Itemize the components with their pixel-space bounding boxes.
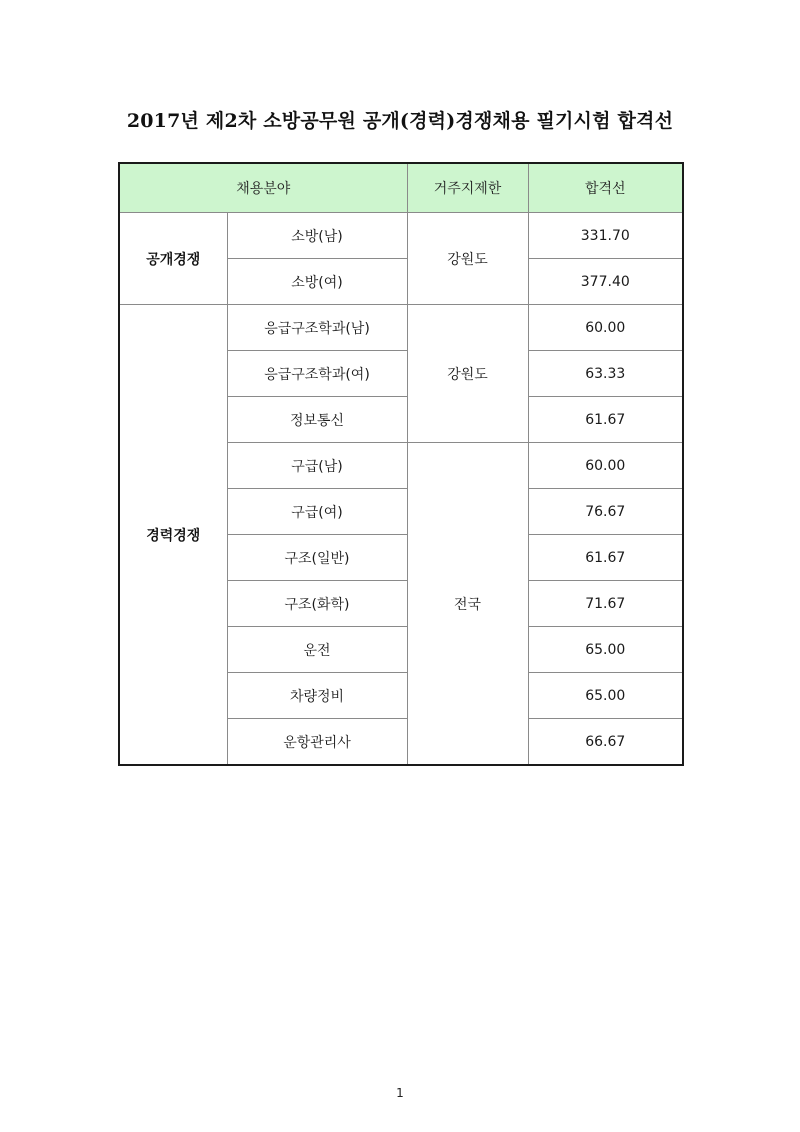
cutoff-cell: 61.67 [528,397,683,443]
field-cell: 구조(일반) [227,535,407,581]
region-cell: 강원도 [407,213,528,305]
cutoff-cell: 71.67 [528,581,683,627]
field-cell: 운전 [227,627,407,673]
header-field: 채용분야 [119,163,407,213]
cutoff-cell: 65.00 [528,627,683,673]
header-cutoff: 합격선 [528,163,683,213]
cutoff-table [118,162,684,766]
group-label-career: 경력경쟁 [119,305,227,766]
cutoff-cell: 331.70 [528,213,683,259]
group-label-public: 공개경쟁 [119,213,227,305]
field-cell: 응급구조학과(남) [227,305,407,351]
page-number: 1 [396,1086,404,1100]
field-cell: 차량정비 [227,673,407,719]
table-row [119,213,683,259]
field-cell: 구급(여) [227,489,407,535]
page-title: 2017년 제2차 소방공무원 공개(경력)경쟁채용 필기시험 합격선 [126,110,674,132]
field-cell: 응급구조학과(여) [227,351,407,397]
field-cell: 운항관리사 [227,719,407,766]
header-residence: 거주지제한 [407,163,528,213]
cutoff-cell: 66.67 [528,719,683,766]
table-header-row [119,163,683,213]
cutoff-cell: 63.33 [528,351,683,397]
field-cell: 소방(남) [227,213,407,259]
table-row [119,305,683,351]
field-cell: 정보통신 [227,397,407,443]
cutoff-cell: 65.00 [528,673,683,719]
field-cell: 소방(여) [227,259,407,305]
field-cell: 구조(화학) [227,581,407,627]
region-cell: 강원도 [407,305,528,443]
region-cell: 전국 [407,443,528,766]
cutoff-cell: 76.67 [528,489,683,535]
cutoff-cell: 60.00 [528,305,683,351]
cutoff-cell: 377.40 [528,259,683,305]
cutoff-cell: 60.00 [528,443,683,489]
cutoff-cell: 61.67 [528,535,683,581]
field-cell: 구급(남) [227,443,407,489]
